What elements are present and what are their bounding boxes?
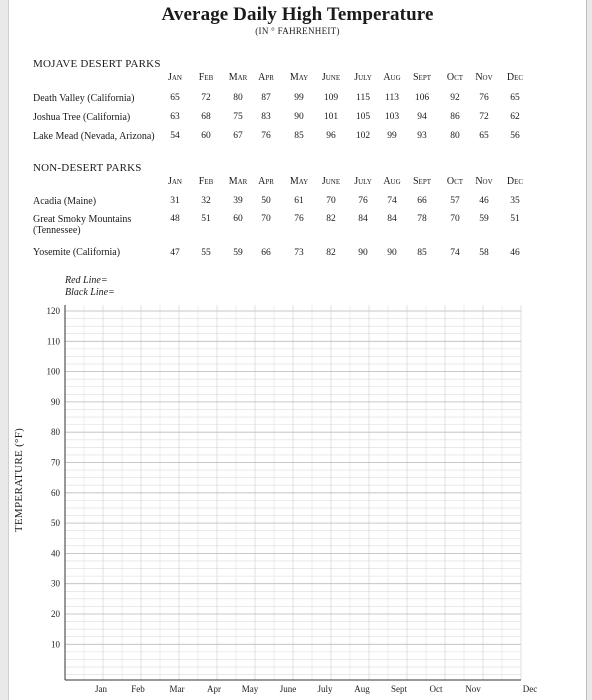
temperature-value: 84: [358, 214, 368, 224]
month-label: Aug: [383, 72, 401, 83]
month-label: May: [289, 72, 309, 83]
month-label: Dec: [506, 72, 524, 83]
temperature-value: 74: [387, 196, 397, 206]
temperature-value: 92: [450, 93, 460, 103]
temperature-value: 68: [201, 112, 211, 122]
x-tick-label: Oct: [429, 684, 443, 694]
x-tick-label: Dec: [522, 684, 538, 694]
temperature-value: 96: [326, 131, 336, 141]
x-tick-label: July: [317, 684, 333, 694]
temperature-value: 60: [233, 214, 243, 224]
month-label: Apr: [258, 72, 274, 83]
temperature-value: 94: [417, 112, 427, 122]
y-axis-label: TEMPERATURE (°F): [13, 427, 25, 533]
temperature-value: 59: [233, 248, 243, 258]
y-tick-label: 120: [46, 306, 60, 316]
temperature-value: 35: [510, 196, 520, 206]
temperature-value: 70: [326, 196, 336, 206]
temperature-value: 76: [261, 131, 271, 141]
month-label: Sept: [412, 72, 431, 83]
temperature-value: 86: [450, 112, 460, 122]
temperature-value: 51: [201, 214, 211, 224]
temperature-value: 76: [294, 214, 304, 224]
x-tick-label: Jan: [95, 684, 107, 694]
month-label: Mar: [228, 176, 248, 187]
section-title-mojave: MOJAVE DESERT PARKS: [33, 58, 161, 70]
temperature-value: 84: [387, 214, 397, 224]
month-label: Dec: [506, 176, 524, 187]
temperature-value: 73: [294, 248, 304, 258]
temperature-value: 65: [479, 131, 489, 141]
month-label: Oct: [446, 72, 464, 83]
x-tick-label: June: [279, 684, 297, 694]
temperature-value: 76: [358, 196, 368, 206]
temperature-value: 87: [261, 93, 271, 103]
temperature-value: 99: [294, 93, 304, 103]
temperature-value: 58: [479, 248, 489, 258]
x-tick-label: Aug: [354, 684, 370, 694]
temperature-value: 47: [170, 248, 180, 258]
temperature-value: 51: [510, 214, 520, 224]
x-tick-label: Sept: [390, 684, 408, 694]
temperature-value: 101: [323, 112, 339, 122]
temperature-value: 99: [387, 131, 397, 141]
park-name: Death Valley (California): [33, 93, 135, 104]
legend-black-line: Black Line=: [65, 287, 115, 298]
temperature-value: 72: [201, 93, 211, 103]
temperature-value: 70: [450, 214, 460, 224]
temperature-value: 32: [201, 196, 211, 206]
temperature-value: 66: [261, 248, 271, 258]
temperature-value: 102: [355, 131, 371, 141]
y-tick-label: 80: [51, 427, 60, 438]
park-name: Great Smoky Mountains (Tennessee): [33, 214, 132, 236]
y-tick-label: 20: [51, 609, 60, 619]
section-title-non-desert: NON-DESERT PARKS: [33, 162, 142, 174]
park-name: Acadia (Maine): [33, 196, 97, 207]
temperature-value: 74: [450, 248, 460, 258]
temperature-value: 80: [450, 131, 460, 141]
temperature-value: 78: [417, 214, 427, 224]
temperature-value: 65: [510, 93, 520, 103]
temperature-value: 46: [479, 196, 489, 206]
temperature-value: 66: [417, 196, 427, 206]
temperature-value: 85: [294, 131, 304, 141]
temperature-value: 60: [201, 131, 211, 141]
temperature-value: 57: [450, 196, 460, 206]
x-tick-label: Apr: [207, 684, 221, 694]
y-tick-label: 70: [51, 457, 60, 468]
page-title: Average Daily High Temperature: [161, 4, 434, 25]
x-tick-label: May: [241, 684, 259, 694]
temperature-value: 105: [355, 112, 371, 122]
temperature-value: 54: [170, 131, 180, 141]
month-label: Feb: [198, 72, 214, 83]
temperature-value: 103: [384, 112, 400, 122]
month-label: July: [354, 176, 372, 187]
temperature-value: 82: [326, 214, 336, 224]
temperature-value: 106: [414, 93, 430, 103]
month-label: Mar: [228, 72, 248, 83]
temperature-value: 93: [417, 131, 427, 141]
temperature-value: 82: [326, 248, 336, 258]
month-label: Oct: [446, 176, 464, 187]
y-tick-label: 100: [46, 366, 60, 377]
temperature-value: 90: [358, 248, 368, 258]
y-tick-label: 30: [51, 578, 60, 589]
temperature-value: 46: [510, 248, 520, 258]
month-label: July: [354, 72, 372, 83]
temperature-value: 83: [261, 112, 271, 122]
month-label: May: [289, 176, 309, 187]
page-subtitle: (IN ° FAHRENHEIT): [255, 26, 340, 36]
temperature-value: 113: [385, 93, 399, 103]
x-tick-label: Feb: [131, 684, 145, 694]
temperature-value: 59: [479, 214, 489, 224]
temperature-value: 80: [233, 93, 243, 103]
y-tick-label: 10: [51, 639, 60, 650]
y-tick-label: 110: [46, 336, 60, 347]
month-label: June: [321, 72, 341, 83]
month-label: Nov: [475, 72, 493, 83]
x-tick-label: Mar: [169, 684, 185, 694]
temperature-value: 90: [387, 248, 397, 258]
temperature-value: 63: [170, 112, 180, 122]
month-label: Aug: [383, 176, 401, 187]
temperature-value: 70: [261, 214, 271, 224]
temperature-value: 115: [356, 93, 370, 103]
month-label: Apr: [258, 176, 274, 187]
temperature-value: 55: [201, 248, 211, 258]
park-name: Joshua Tree (California): [33, 112, 131, 123]
temperature-value: 90: [294, 112, 304, 122]
y-tick-label: 50: [51, 518, 60, 529]
temperature-value: 50: [261, 196, 271, 206]
temperature-value: 76: [479, 93, 489, 103]
park-name: Yosemite (California): [33, 247, 121, 258]
temperature-value: 85: [417, 248, 427, 258]
temperature-value: 109: [323, 93, 339, 103]
temperature-value: 75: [233, 112, 243, 122]
temperature-value: 61: [294, 196, 304, 206]
month-label: Nov: [475, 176, 493, 187]
month-label: Sept: [412, 176, 431, 187]
temperature-value: 65: [170, 93, 180, 103]
y-tick-label: 90: [51, 396, 60, 407]
month-label: Jan: [167, 176, 182, 187]
month-label: June: [321, 176, 341, 187]
x-tick-label: Nov: [465, 684, 481, 694]
worksheet-page: [8, 0, 587, 700]
temperature-value: 62: [510, 112, 520, 122]
temperature-value: 67: [233, 131, 243, 141]
legend-red-line: Red Line=: [65, 275, 108, 286]
month-label: Feb: [198, 176, 214, 187]
temperature-value: 72: [479, 112, 489, 122]
y-tick-label: 40: [51, 548, 60, 559]
park-name: Lake Mead (Nevada, Arizona): [33, 131, 155, 142]
month-label: Jan: [167, 72, 182, 83]
y-tick-label: 60: [51, 487, 60, 498]
temperature-value: 56: [510, 131, 520, 141]
temperature-value: 31: [170, 196, 180, 206]
temperature-value: 48: [170, 214, 180, 224]
temperature-chart-grid: [9, 0, 586, 700]
temperature-value: 39: [233, 196, 243, 206]
